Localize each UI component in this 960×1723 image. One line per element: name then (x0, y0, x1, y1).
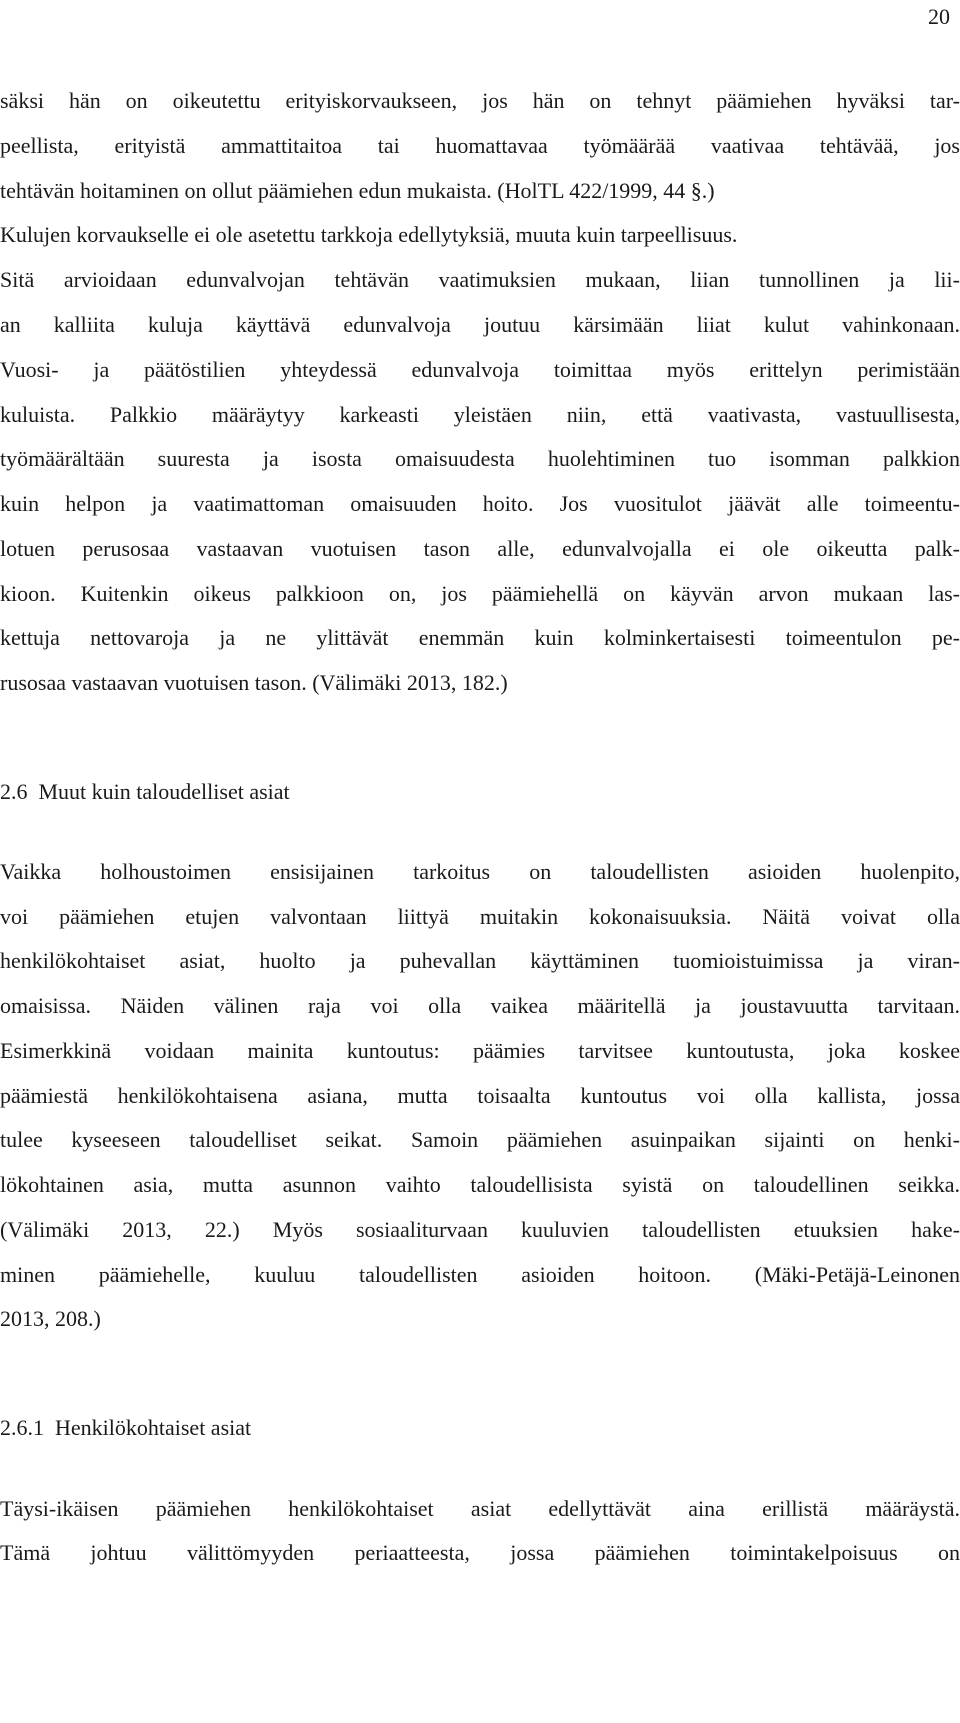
text-line: Täysi-ikäisen päämiehen henkilökohtaiset asiat edellyttävät aina erillistä määräystä. (0, 1496, 960, 1521)
section-heading-2-6-1: 2.6.1 Henkilökohtaiset asiat (0, 1415, 252, 1440)
text-line: 2013, 208.) (0, 1306, 101, 1331)
text-line: Tämä johtuu välittömyyden periaatteesta, jossa päämiehen toimintakelpoisuus on (0, 1540, 960, 1565)
text-line: voi päämiehen etujen valvontaan liittyä muitakin kokonaisuuksia. Näitä voivat olla (0, 904, 960, 929)
text-line: tulee kyseeseen taloudelliset seikat. Samoin päämiehen asuinpaikan sijainti on henki- (0, 1127, 960, 1152)
text-line: peellista, erityistä ammattitaitoa tai huomattavaa työmäärää vaativaa tehtävää, jos (0, 133, 960, 158)
text-line: Vaikka holhoustoimen ensisijainen tarkoitus on taloudellisten asioiden huolenpito, (0, 859, 960, 884)
text-line: Vuosi- ja päätöstilien yhteydessä edunvalvoja toimittaa myös erittelyn perimistään (0, 357, 960, 382)
text-line: an kalliita kuluja käyttävä edunvalvoja joutuu kärsimään liiat kulut vahinkonaan. (0, 312, 960, 337)
text-line: minen päämiehelle, kuuluu taloudellisten asioiden hoitoon. (Mäki-Petäjä-Leinonen (0, 1262, 960, 1287)
text-line: lökohtainen asia, mutta asunnon vaihto taloudellisista syistä on taloudellinen seikka. (0, 1172, 960, 1197)
text-line: omaisissa. Näiden välinen raja voi olla vaikea määritellä ja joustavuutta tarvitaan. (0, 993, 960, 1018)
text-line: rusosaa vastaavan vuotuisen tason. (Välimäki 2013, 182.) (0, 670, 508, 695)
text-line: kioon. Kuitenkin oikeus palkkioon on, jos päämiehellä on käyvän arvon mukaan las- (0, 581, 960, 606)
text-line: kuin helpon ja vaatimattoman omaisuuden hoito. Jos vuositulot jäävät alle toimeentu- (0, 491, 960, 516)
text-line: Esimerkkinä voidaan mainita kuntoutus: päämies tarvitsee kuntoutusta, joka koskee (0, 1038, 960, 1063)
section-heading-2-6: 2.6 Muut kuin taloudelliset asiat (0, 779, 290, 804)
text-line: päämiestä henkilökohtaisena asiana, mutta toisaalta kuntoutus voi olla kallista, jossa (0, 1083, 960, 1108)
text-line: työmäärältään suuresta ja isosta omaisuudesta huolehtiminen tuo isomman palkkion (0, 446, 960, 471)
text-line: Sitä arvioidaan edunvalvojan tehtävän vaatimuksien mukaan, liian tunnollinen ja lii- (0, 267, 960, 292)
text-line: kettuja nettovaroja ja ne ylittävät enemmän kuin kolminkertaisesti toimeentulon pe- (0, 625, 960, 650)
text-line: lotuen perusosaa vastaavan vuotuisen tason alle, edunvalvojalla ei ole oikeutta palk- (0, 536, 960, 561)
text-line: säksi hän on oikeutettu erityiskorvaukseen, jos hän on tehnyt päämiehen hyväksi tar- (0, 88, 960, 113)
page-number: 20 (928, 4, 950, 29)
text-line: henkilökohtaiset asiat, huolto ja puhevallan käyttäminen tuomioistuimissa ja viran- (0, 948, 960, 973)
text-line: kuluista. Palkkio määräytyy karkeasti yleistäen niin, että vaativasta, vastuullisesta, (0, 402, 960, 427)
text-line: (Välimäki 2013, 22.) Myös sosiaaliturvaan kuuluvien taloudellisten etuuksien hake- (0, 1217, 960, 1242)
text-line: tehtävän hoitaminen on ollut päämiehen edun mukaista. (HolTL 422/1999, 44 §.) (0, 178, 715, 203)
text-line: Kulujen korvaukselle ei ole asetettu tarkkoja edellytyksiä, muuta kuin tarpeellisuus. (0, 222, 738, 247)
